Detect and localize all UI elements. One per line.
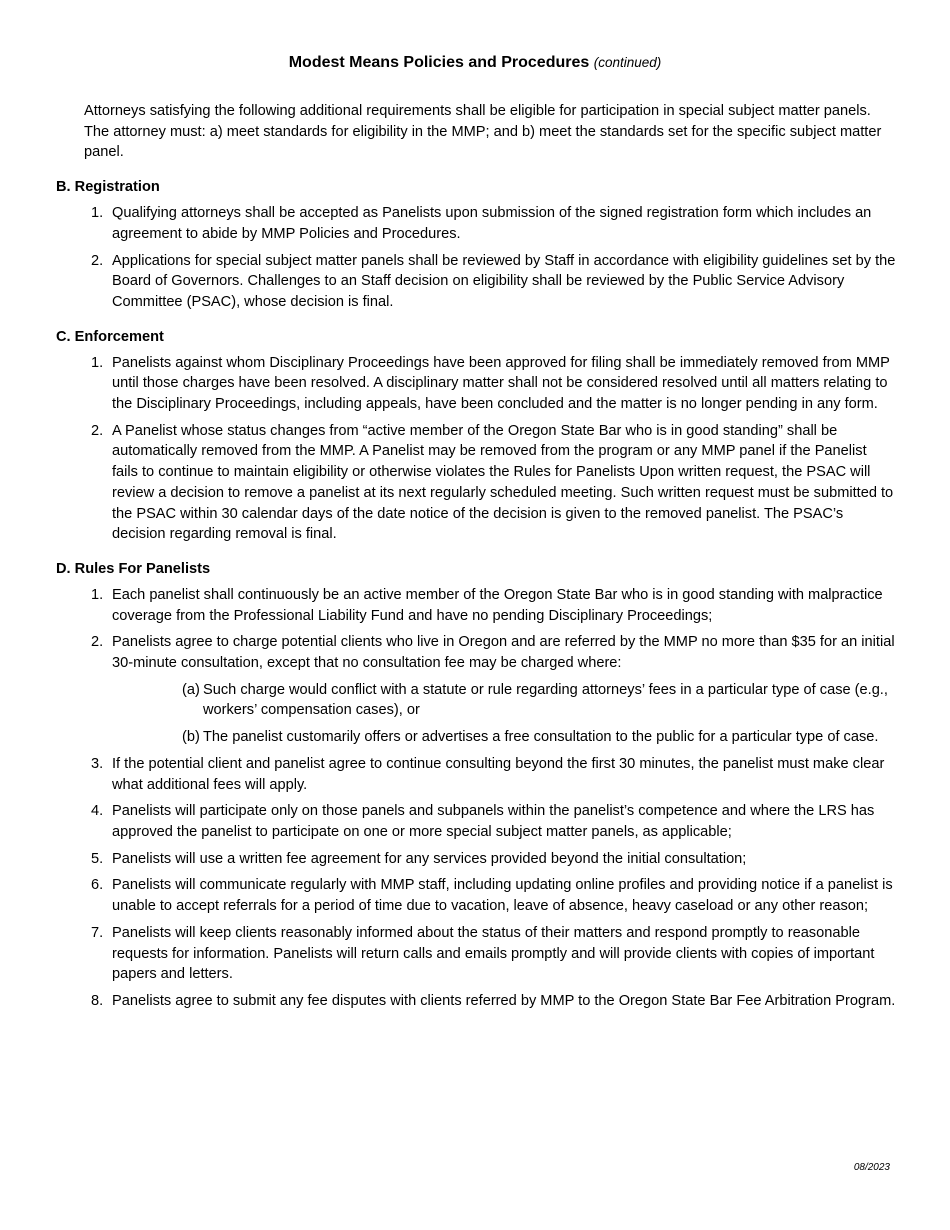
- list-item: [56, 754, 896, 795]
- document-body: [56, 101, 896, 1018]
- section-heading-rules: D. Rules For Panelists: [56, 560, 211, 577]
- item-text: Qualifying attorneys shall be accepted as Panelists upon submission of the signed registration form which includes an agreement to abide by MMP Policies and Procedures.: [112, 205, 872, 242]
- footer-date: 08/2023: [853, 1162, 890, 1173]
- registration-list: [56, 203, 896, 313]
- list-item: [56, 585, 896, 626]
- rules-list: [56, 585, 896, 1012]
- item-text: Panelists agree to submit any fee disputes with clients referred by MMP to the Oregon State Bar Fee Arbitration Program.: [112, 992, 896, 1009]
- list-item: [56, 849, 896, 870]
- enforcement-list: [56, 353, 896, 545]
- title-main: Modest Means Policies and Procedures: [288, 54, 590, 71]
- item-number: 2.: [91, 252, 104, 269]
- sub-item-text: Such charge would conflict with a statute or rule regarding attorneys’ fees in a particular type of case (e.g., workers’ compensation cases), or: [203, 681, 888, 719]
- sub-item-label: (b): [182, 729, 200, 746]
- list-item: [56, 421, 896, 545]
- item-number: 3.: [91, 755, 104, 772]
- sub-list-item: [112, 680, 896, 721]
- fee-exception-list: [112, 680, 896, 748]
- list-item: [56, 632, 896, 748]
- list-item: [56, 251, 896, 313]
- sub-item-label: (a): [182, 681, 200, 698]
- list-item: [56, 875, 896, 916]
- item-number: 2.: [91, 422, 104, 439]
- item-text: Each panelist shall continuously be an active member of the Oregon State Bar who is in good standing with malpractice coverage from the Professional Liability Fund and have no pending Disciplinary Proceedings;: [112, 586, 883, 624]
- item-text: Panelists against whom Disciplinary Proceedings have been approved for filing shall be immediately removed from MMP until those charges have been resolved. A disciplinary matter shall not be considered resolved until all matters relating to the Disciplinary Proceedings, including appeals, have been concluded and the matter is no longer pending in any form.: [112, 354, 890, 413]
- item-text: Panelists will use a written fee agreement for any services provided beyond the initial consultation;: [112, 850, 747, 867]
- item-number: 6.: [91, 877, 104, 894]
- list-item: [56, 353, 896, 415]
- item-number: 7.: [91, 924, 104, 941]
- item-number: 8.: [91, 992, 104, 1009]
- item-text: If the potential client and panelist agree to continue consulting beyond the first 30 minutes, the panelist must make clear what additional fees will apply.: [112, 755, 885, 793]
- sub-item-text: The panelist customarily offers or advertises a free consultation to the public for a particular type of case.: [203, 729, 879, 746]
- item-number: 2.: [91, 634, 104, 651]
- section-heading-enforcement: C. Enforcement: [56, 328, 164, 345]
- item-number: 5.: [91, 850, 104, 867]
- item-number: 1.: [91, 205, 104, 222]
- page-title: [0, 52, 950, 74]
- section-heading-registration: B. Registration: [56, 179, 160, 196]
- list-item: [56, 203, 896, 244]
- item-text: Panelists will communicate regularly with MMP staff, including updating online profiles and providing notice if a panelist is unable to accept referrals for a period of time due to vacation, leave of absence, heavy caseload or any other reason;: [112, 877, 893, 915]
- item-number: 4.: [91, 803, 104, 820]
- sub-list-item: [112, 727, 896, 748]
- title-continued: (continued): [593, 55, 662, 70]
- item-text: Panelists will keep clients reasonably informed about the status of their matters and respond promptly to reasonable requests for information. Panelists will return calls and emails promptly and will provide clients with copies of important papers and letters.: [112, 924, 875, 983]
- item-text: Applications for special subject matter panels shall be reviewed by Staff in accordance with eligibility guidelines set by the Board of Governors. Challenges to an Staff decision on eligibility shall be reviewed by the Public Service Advisory Committee (PSAC), whose decision is final.: [112, 252, 896, 310]
- item-text: A Panelist whose status changes from “active member of the Oregon State Bar who is in good standing” shall be automatically removed from the MMP. A Panelist may be removed from the program or any MMP panel if the Panelist fails to continue to maintain eligibility or otherwise violates the Rules for Panelists Upon written request, the PSAC will review a decision to remove a panelist at its next regularly scheduled meeting. Such written request must be submitted to the PSAC within 30 calendar days of the date notice of the decision is given to the removed panelist. The PSAC’s decision regarding removal is final.: [112, 422, 894, 543]
- intro-paragraph: Attorneys satisfying the following additional requirements shall be eligible for participation in special subject matter panels. The attorney must: a) meet standards for eligibility in the MMP; and b) meet the standards set for the specific subject matter panel.: [84, 103, 882, 161]
- item-text: Panelists agree to charge potential clients who live in Oregon and are referred by the MMP no more than $35 for an initial 30-minute consultation, except that no consultation fee may be charged where:: [112, 634, 895, 672]
- item-number: 1.: [91, 586, 104, 603]
- list-item: [56, 923, 896, 985]
- item-number: 1.: [91, 354, 104, 371]
- list-item: [56, 801, 896, 842]
- list-item: [56, 991, 896, 1012]
- item-text: Panelists will participate only on those panels and subpanels within the panelist’s competence and where the LRS has approved the panelist to participate on one or more special subject matter panels, as applicable;: [112, 803, 875, 840]
